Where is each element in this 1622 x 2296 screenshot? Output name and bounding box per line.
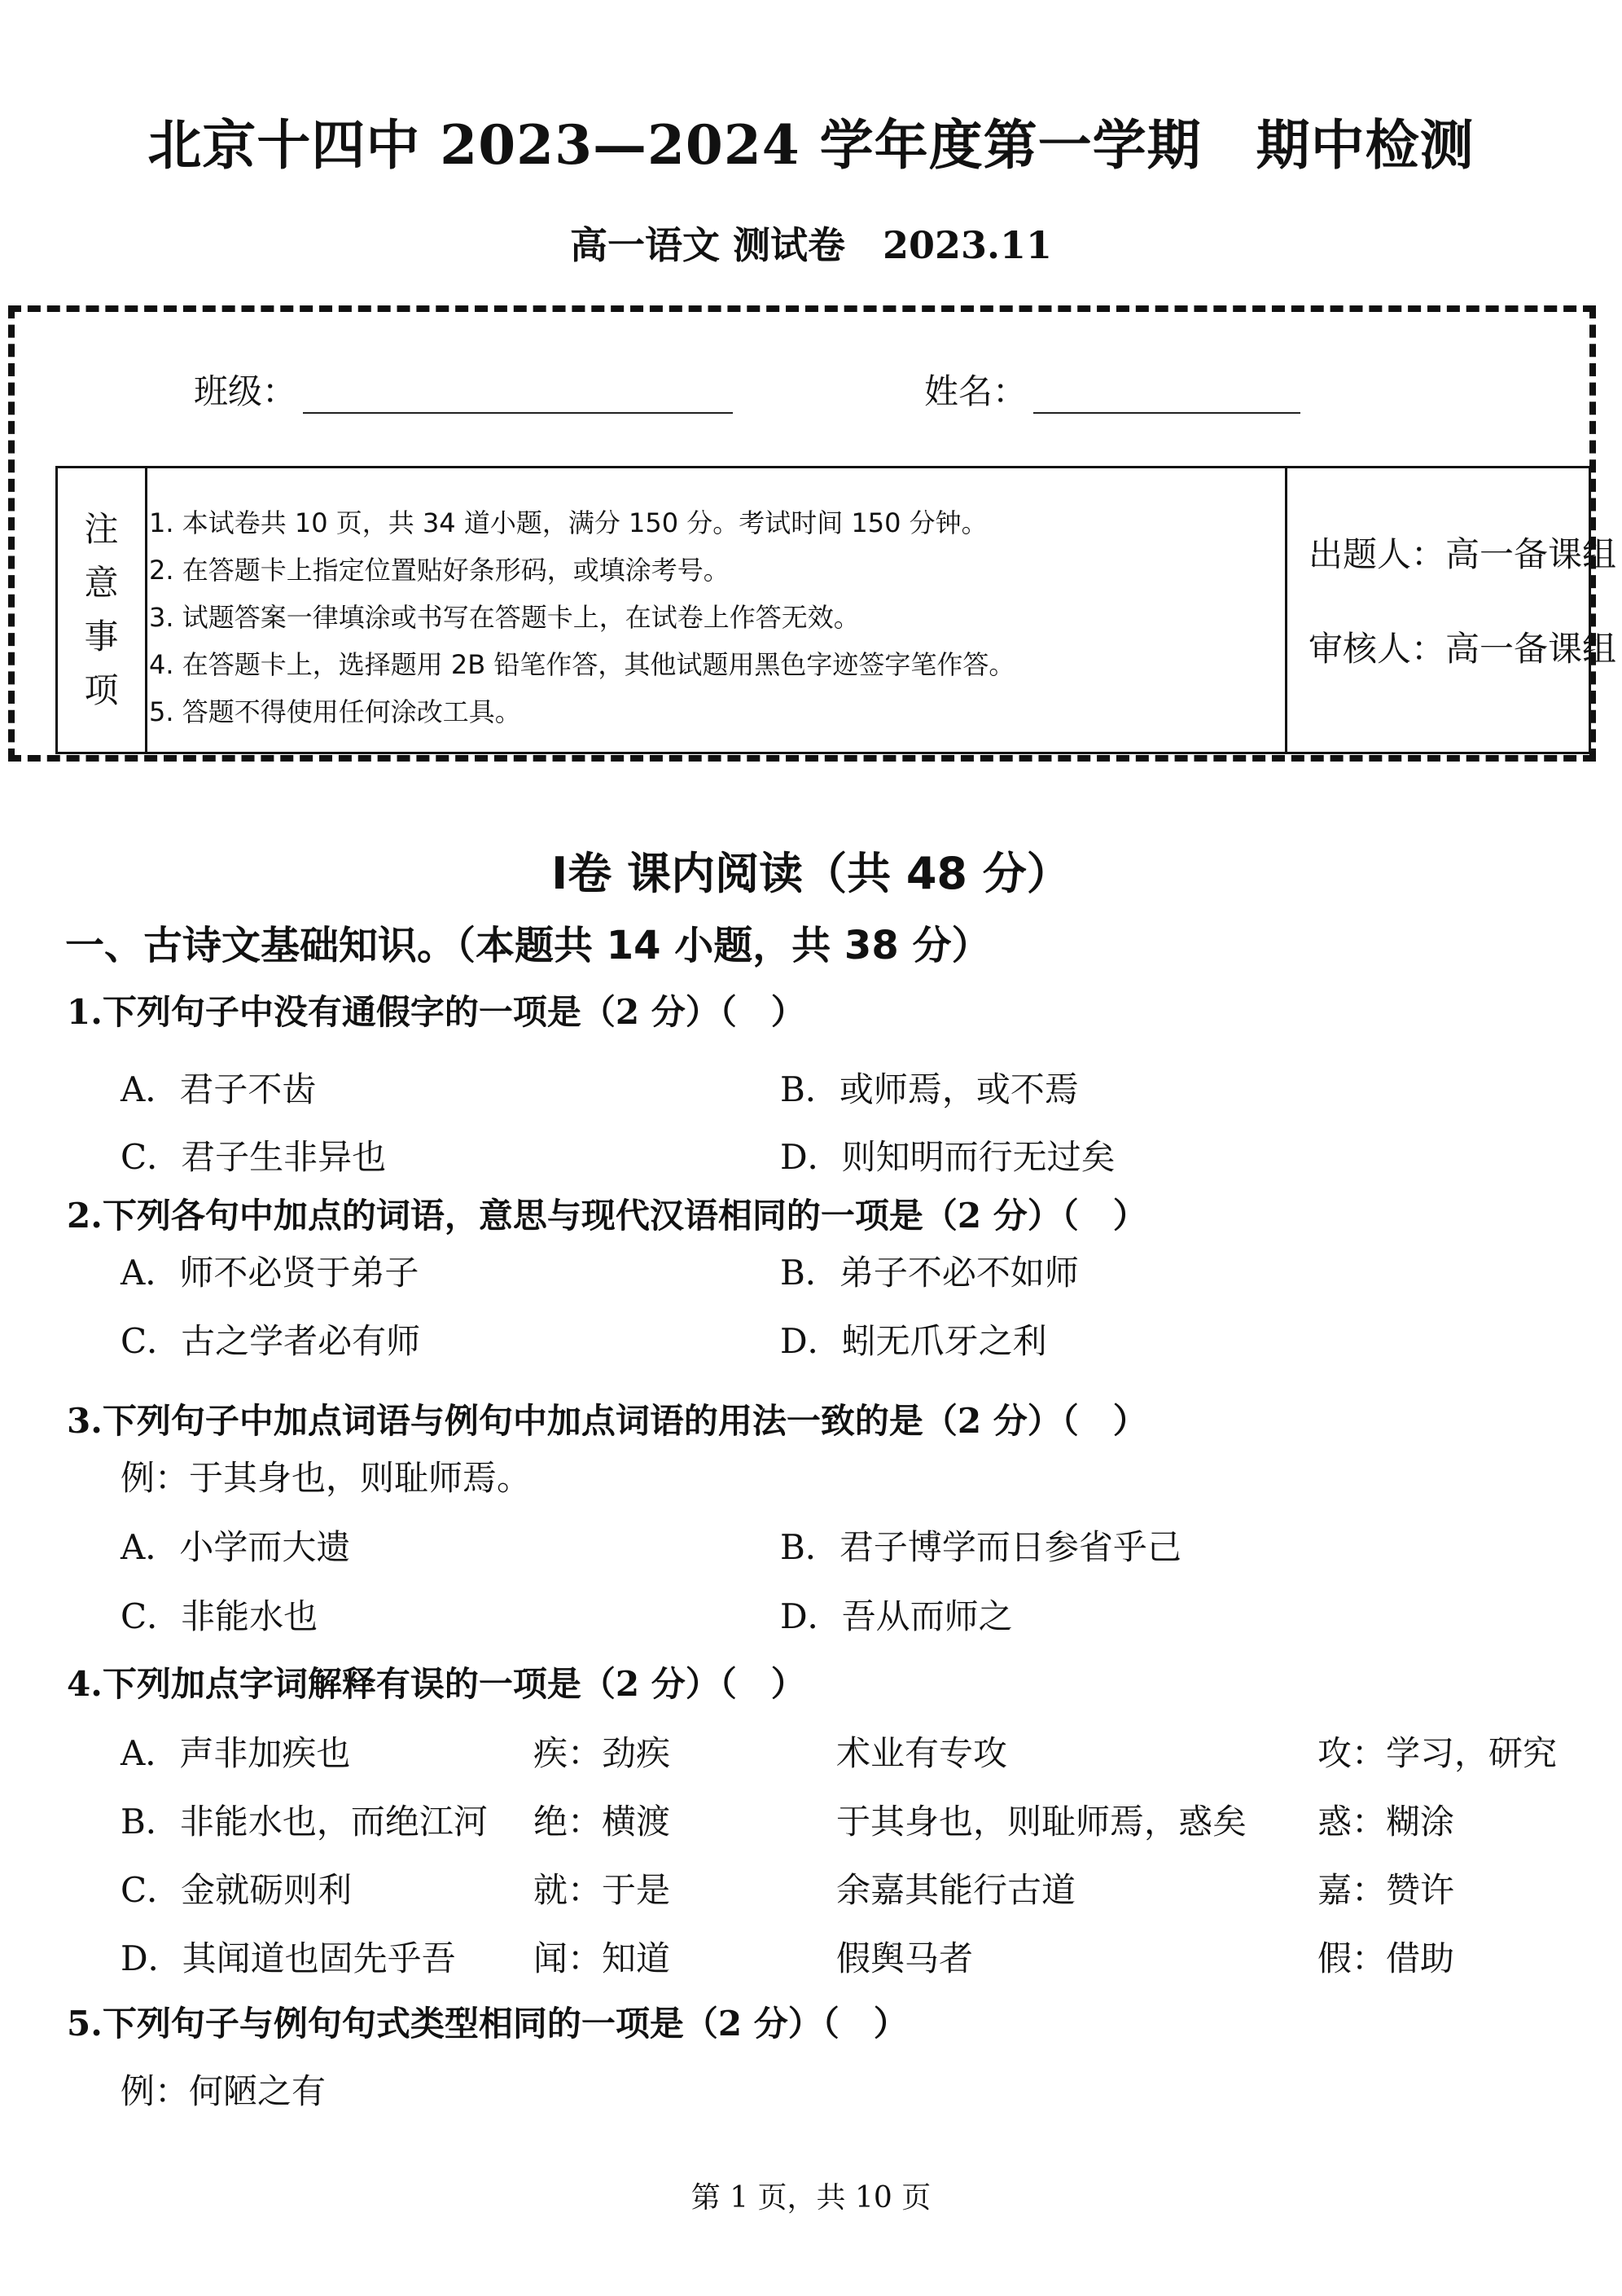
exam-subtitle: 高一语文 测试卷 2023.11 [569, 223, 1053, 267]
q1-option-d: D．则知明而行无过矣 [780, 1137, 1116, 1177]
q5-example: 例：何陋之有 [121, 2071, 327, 2111]
class-field [194, 365, 733, 414]
q4-row-a-gloss-2: 攻：学习，研究 [1317, 1733, 1558, 1773]
q4-row-c-sentence: C．金就砺则利 [121, 1870, 353, 1910]
q3-option-b: B．君子博学而日参省乎己 [780, 1527, 1181, 1567]
q3-option-d: D．吾从而师之 [780, 1596, 1013, 1636]
q1-option-c: C．君子生非异也 [121, 1137, 387, 1177]
q3-option-a: A．小学而大遗 [121, 1527, 351, 1567]
q1-option-b: B．或师焉，或不焉 [780, 1069, 1079, 1109]
class-label: 班级： [194, 371, 297, 411]
reviewer-text: 审核人：高一备课组 [1309, 629, 1617, 669]
notes-authors [1287, 468, 1617, 752]
q4-row-d-sentence: D．其闻道也固先乎吾 [121, 1938, 456, 1978]
q2-option-d: D．蚓无爪牙之利 [780, 1321, 1047, 1361]
exam-title: 北京十四中 2023—2024 学年度第一学期 期中检测 [147, 113, 1475, 177]
note-item: 1. 本试卷共 10 页，共 34 道小题，满分 150 分。考试时间 150 分钟。 [149, 507, 988, 538]
q2-option-c: C．古之学者必有师 [121, 1321, 421, 1361]
q4-row-a-sentence-2: 术业有专攻 [836, 1733, 1008, 1773]
q4-row-b-gloss-2: 惑：糊涂 [1317, 1802, 1455, 1842]
q4-row-c-gloss: 就：于是 [533, 1870, 671, 1910]
notes-heading [58, 468, 147, 752]
name-field [924, 365, 1300, 414]
question-4-stem: 4.下列加点字词解释有误的一项是（2 分）（ ） [67, 1664, 805, 1704]
section-title: Ⅰ卷 课内阅读（共 48 分） [551, 848, 1071, 899]
notes-heading-char: 注 [84, 509, 119, 549]
q4-row-d-gloss: 闻：知道 [533, 1938, 671, 1978]
note-item: 3. 试题答案一律填涂或书写在答题卡上，在试卷上作答无效。 [149, 602, 860, 633]
q4-row-d-sentence-2: 假舆马者 [836, 1938, 974, 1978]
note-item: 4. 在答题卡上，选择题用 2B 铅笔作答，其他试题用黑色字迹签字笔作答。 [149, 649, 1015, 680]
question-3-stem: 3.下列句子中加点词语与例句中加点词语的用法一致的是（2 分）（ ） [67, 1401, 1147, 1441]
q4-row-a-gloss: 疾：劲疾 [533, 1733, 671, 1773]
q4-row-d-gloss-2: 假：借助 [1317, 1938, 1455, 1978]
author-text: 出题人：高一备课组 [1309, 534, 1617, 574]
q2-option-b: B．弟子不必不如师 [780, 1253, 1079, 1293]
q4-row-b-sentence-2: 于其身也，则耻师焉，惑矣 [836, 1802, 1247, 1842]
q2-option-a: A．师不必贤于弟子 [121, 1253, 419, 1293]
question-1-stem: 1.下列句子中没有通假字的一项是（2 分）（ ） [67, 992, 805, 1032]
notes-table [55, 466, 1617, 754]
notes-heading-char: 项 [84, 670, 119, 710]
q3-option-c: C．非能水也 [121, 1596, 318, 1636]
name-input-line[interactable] [1033, 376, 1300, 414]
q4-row-a-sentence: A．声非加疾也 [121, 1733, 351, 1773]
note-item: 2. 在答题卡上指定位置贴好条形码，或填涂考号。 [149, 555, 730, 586]
page-footer: 第 1 页，共 10 页 [690, 2181, 932, 2215]
notes-heading-char: 事 [84, 617, 119, 656]
class-input-line[interactable] [303, 376, 733, 414]
part-title: 一、古诗文基础知识。（本题共 14 小题，共 38 分） [65, 923, 991, 968]
notes-heading-char: 意 [84, 563, 119, 603]
question-2-stem: 2.下列各句中加点的词语，意思与现代汉语相同的一项是（2 分）（ ） [67, 1196, 1147, 1236]
note-item: 5. 答题不得使用任何涂改工具。 [149, 696, 521, 727]
name-label: 姓名： [924, 371, 1028, 411]
q3-example: 例：于其身也，则耻师焉。 [121, 1458, 532, 1498]
notes-list [147, 468, 1287, 752]
q4-row-c-sentence-2: 余嘉其能行古道 [836, 1870, 1076, 1910]
question-5-stem: 5.下列句子与例句句式类型相同的一项是（2 分）（ ） [67, 2004, 908, 2044]
q4-row-c-gloss-2: 嘉：赞许 [1317, 1870, 1455, 1910]
q4-row-b-sentence: B．非能水也，而绝江河 [121, 1802, 488, 1842]
q1-option-a: A．君子不齿 [121, 1069, 317, 1109]
q4-row-b-gloss: 绝：横渡 [533, 1802, 671, 1842]
